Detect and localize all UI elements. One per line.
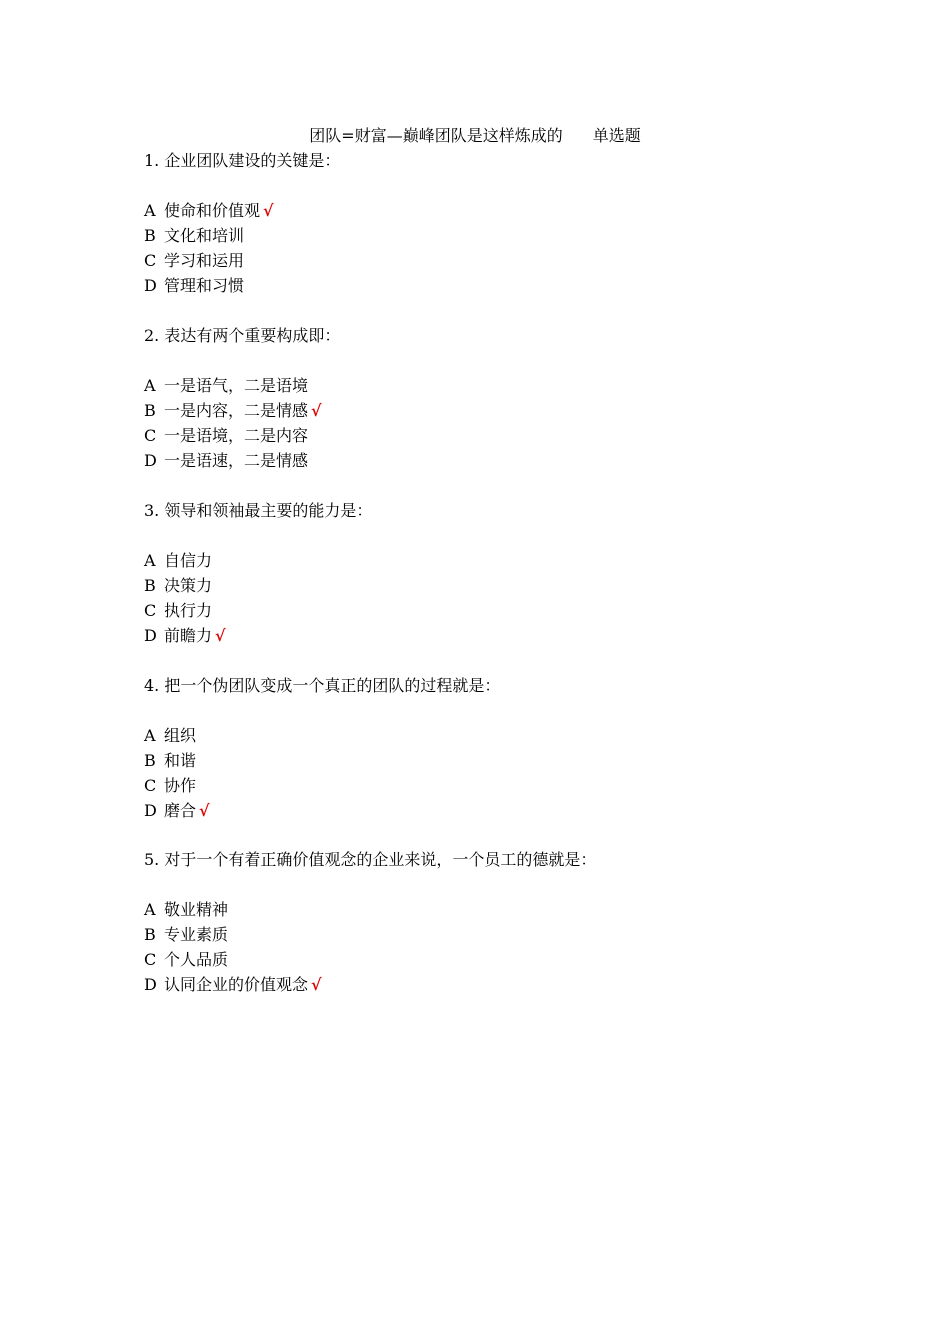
option-text: 管理和习惯 [164, 276, 245, 295]
question-block [144, 150, 824, 300]
answer-option [144, 974, 824, 999]
option-letter: B [144, 576, 156, 595]
option-text: 和谐 [164, 751, 197, 770]
option-letter: A [144, 900, 156, 919]
option-letter: D [144, 276, 157, 295]
document-title: 团队=财富—巅峰团队是这样炼成的 [309, 126, 563, 145]
question-text: 2. 表达有两个重要构成即： [144, 326, 341, 345]
answer-option [144, 625, 824, 650]
option-text: 执行力 [164, 601, 213, 620]
option-text: 认同企业的价值观念 [164, 975, 309, 994]
answer-option [144, 425, 824, 450]
option-letter: A [144, 551, 156, 570]
option-letter: D [144, 626, 157, 645]
option-text: 自信力 [164, 551, 213, 570]
option-text: 专业素质 [164, 925, 229, 944]
option-letter: B [144, 226, 156, 245]
answer-option [144, 400, 824, 425]
answer-option [144, 725, 824, 750]
question-block [144, 675, 824, 825]
correct-check-icon: √ [199, 801, 210, 820]
option-text: 一是语气，二是语境 [164, 376, 309, 395]
question-block [144, 500, 824, 650]
option-letter: D [144, 451, 157, 470]
answer-option [144, 600, 824, 625]
option-letter: A [144, 376, 156, 395]
question-block [144, 849, 824, 999]
option-letter: C [144, 426, 157, 445]
option-text: 前瞻力 [164, 626, 213, 645]
option-text: 使命和价值观 [164, 201, 261, 220]
answer-option [144, 775, 824, 800]
option-text: 磨合 [164, 801, 197, 820]
correct-check-icon: √ [263, 201, 274, 220]
option-text: 敬业精神 [164, 900, 229, 919]
answer-option [144, 450, 824, 475]
option-text: 一是语速，二是情感 [164, 451, 309, 470]
answer-option [144, 924, 824, 949]
option-text: 学习和运用 [164, 251, 245, 270]
option-text: 组织 [164, 726, 197, 745]
option-text: 决策力 [164, 576, 213, 595]
question-block [144, 325, 824, 475]
option-letter: C [144, 601, 157, 620]
question-text: 4. 把一个伪团队变成一个真正的团队的过程就是： [144, 676, 501, 695]
option-letter: B [144, 751, 156, 770]
option-letter: A [144, 726, 156, 745]
option-text: 文化和培训 [164, 226, 245, 245]
option-letter: B [144, 401, 156, 420]
question-text: 1. 企业团队建设的关键是： [144, 151, 341, 170]
option-letter: C [144, 950, 157, 969]
option-text: 协作 [164, 776, 197, 795]
answer-option [144, 375, 824, 400]
option-letter: D [144, 801, 157, 820]
option-letter: A [144, 201, 156, 220]
question-text: 3. 领导和领袖最主要的能力是： [144, 501, 373, 520]
answer-option [144, 949, 824, 974]
answer-option [144, 250, 824, 275]
option-text: 一是语境，二是内容 [164, 426, 309, 445]
option-letter: C [144, 776, 157, 795]
correct-check-icon: √ [311, 975, 322, 994]
answer-option [144, 575, 824, 600]
answer-option [144, 899, 824, 924]
option-text: 一是内容，二是情感 [164, 401, 309, 420]
answer-option [144, 225, 824, 250]
option-text: 个人品质 [164, 950, 229, 969]
option-letter: C [144, 251, 157, 270]
document-title-line [0, 125, 950, 147]
answer-option [144, 200, 824, 225]
answer-option [144, 550, 824, 575]
question-text: 5. 对于一个有着正确价值观念的企业来说，一个员工的德就是： [144, 850, 597, 869]
correct-check-icon: √ [311, 401, 322, 420]
answer-option [144, 750, 824, 775]
option-letter: B [144, 925, 156, 944]
answer-option [144, 800, 824, 825]
question-type-label: 单选题 [592, 126, 641, 145]
correct-check-icon: √ [215, 626, 226, 645]
option-letter: D [144, 975, 157, 994]
answer-option [144, 275, 824, 300]
